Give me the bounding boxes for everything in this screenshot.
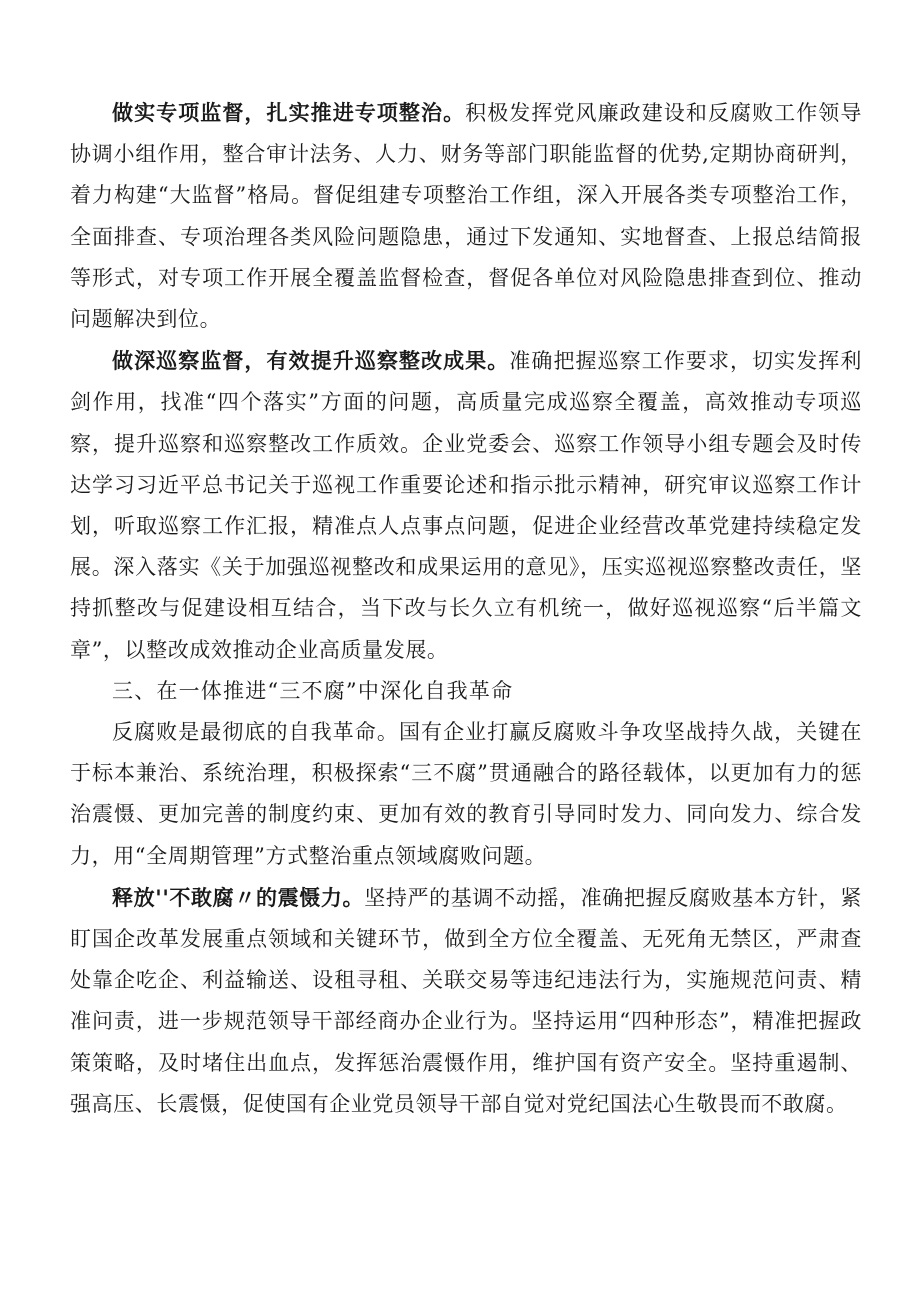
paragraph-lead: 做深巡察监督，有效提升巡察整改成果。	[112, 348, 510, 374]
paragraph-inspection-supervision	[70, 340, 862, 671]
section-heading: 三、在一体推进“三不腐”中深化自我革命	[112, 678, 514, 703]
paragraph-lead: 释放''不敢腐〃的震慑力。	[112, 884, 365, 910]
paragraph-text: 准确把握巡察工作要求，切实发挥利剑作用，找准“四个落实”方面的问题，高质量完成巡察全覆盖，高效推动专项巡察，提升巡察和巡察整改工作质效。企业党委会、巡察工作领导小组专题会及时传达学习习近平总书记关于巡视工作重要论述和指示批示精神，研究审议巡察工作计划，听取巡察工作汇报，精准点人点事点问题，促进企业经营改革党建持续稳定发展。深入落实《关于加强巡视整改和成果运用的意见》，压实巡视巡察整改责任，坚持抓整改与促建设相互结合，当下改与长久立有机统一，做好巡视巡察“后半篇文章”，以整改成效推动企业高质量发展。	[70, 349, 862, 662]
paragraph-intro: 反腐败是最彻底的自我革命。国有企业打赢反腐败斗争攻坚战持久战，关键在于标本兼治、系统治理，积极探索“三不腐”贯通融合的路径载体，以更加有力的惩治震慑、更加完善的制度约束、更加有效的教育引导同时发力、同向发力、综合发力，用“全周期管理”方式整治重点领域腐败问题。	[70, 720, 862, 868]
paragraph-deterrence	[70, 877, 862, 1125]
paragraph-text: 坚持严的基调不动摇，准确把握反腐败基本方针，紧盯国企改革发展重点领域和关键环节，做到全方位全覆盖、无死角无禁区，严肃查处靠企吃企、利益输送、设租寻租、关联交易等违纪违法行为，实施规范问责、精准问责，进一步规范领导干部经商办企业行为。坚持运用“四种形态”，精准把握政策策略，及时堵住出血点，发挥惩治震慑作用，维护国有资产安全。坚持重遏制、强高压、长震慑，促使国有企业党员领导干部自觉对党纪国法心生敬畏而不敢腐。	[70, 885, 862, 1116]
paragraph-lead: 做实专项监督，扎实推进专项整治。	[112, 100, 466, 125]
document-body	[70, 92, 862, 1125]
paragraph-text: 积极发挥党风廉政建设和反腐败工作领导协调小组作用，整合审计法务、人力、财务等部门职能监督的优势,定期协商研判，着力构建“大监督”格局。督促组建专项整治工作组，深入开展各类专项整治工作，全面排查、专项治理各类风险问题隐患，通过下发通知、实地督查、上报总结简报等形式，对专项工作开展全覆盖监督检查，督促各单位对风险隐患排查到位、推动问题解决到位。	[70, 101, 862, 332]
paragraph-special-supervision	[70, 92, 862, 340]
